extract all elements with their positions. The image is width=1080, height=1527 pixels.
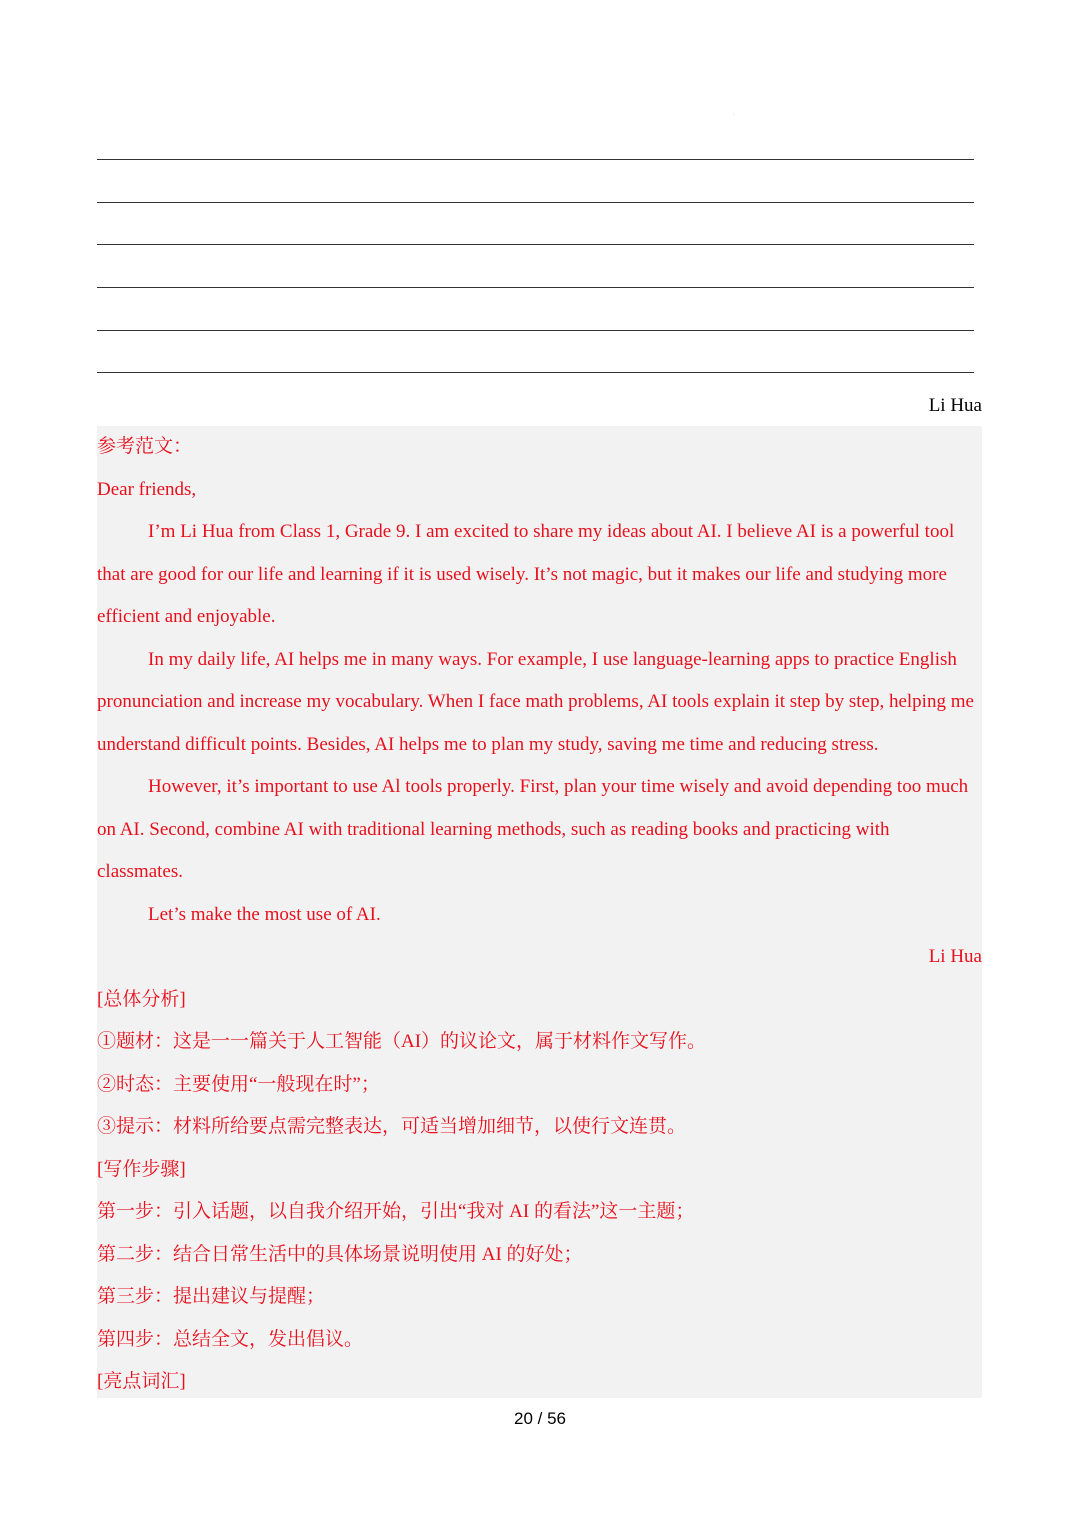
step-item: 第三步：提出建议与提醒； [97, 1286, 326, 1307]
essay-signature: Li Hua [928, 946, 982, 967]
steps-heading: [写作步骤] [97, 1159, 186, 1180]
writing-line [97, 202, 974, 203]
essay-line: that are good for our life and learning if it is used wisely. It’s not magic, but it makes our life and studying more [97, 564, 947, 585]
step-item: 第一步：引入话题，以自我介绍开始，引出“我对 AI 的看法”这一主题； [97, 1201, 695, 1222]
analysis-point: ①题材：这是一一篇关于人工智能（AI）的议论文，属于材料作文写作。 [97, 1031, 707, 1052]
vocab-heading: [亮点词汇] [97, 1371, 186, 1392]
signature-top: Li Hua [928, 395, 982, 416]
analysis-point: ②时态：主要使用“一般现在时”； [97, 1074, 380, 1095]
essay-line: on AI. Second, combine AI with traditional learning methods, such as reading books and practicing with [97, 819, 890, 840]
step-item: 第二步：结合日常生活中的具体场景说明使用 AI 的好处； [97, 1244, 583, 1265]
stray-mark: · [733, 112, 735, 118]
writing-line [97, 330, 974, 331]
essay-line: efficient and enjoyable. [97, 606, 276, 627]
analysis-point: ③提示：材料所给要点需完整表达，可适当增加细节，以使行文连贯。 [97, 1116, 687, 1137]
essay-line: However, it’s important to use Al tools properly. First, plan your time wisely and avoid depending too much [148, 776, 969, 797]
analysis-heading: [总体分析] [97, 989, 186, 1010]
model-essay-heading: 参考范文： [97, 436, 193, 457]
essay-line: Let’s make the most use of AI. [148, 904, 381, 925]
step-item: 第四步：总结全文，发出倡议。 [97, 1329, 364, 1350]
essay-line: understand difficult points. Besides, AI helps me to plan my study, saving me time and reducing stress. [97, 734, 879, 755]
writing-line [97, 244, 974, 245]
page-number: 20 / 56 [514, 1409, 566, 1428]
writing-line [97, 159, 974, 160]
essay-greeting: Dear friends, [97, 479, 197, 500]
writing-line [97, 287, 974, 288]
essay-line: In my daily life, AI helps me in many ways. For example, I use language-learning apps to practice English [148, 649, 957, 670]
essay-line: pronunciation and increase my vocabulary. When I face math problems, AI tools explain it step by step, helping me [97, 691, 974, 712]
essay-line: classmates. [97, 861, 184, 882]
writing-line [97, 372, 974, 373]
essay-line: I’m Li Hua from Class 1, Grade 9. I am excited to share my ideas about AI. I believe AI is a powerful tool [148, 521, 955, 542]
